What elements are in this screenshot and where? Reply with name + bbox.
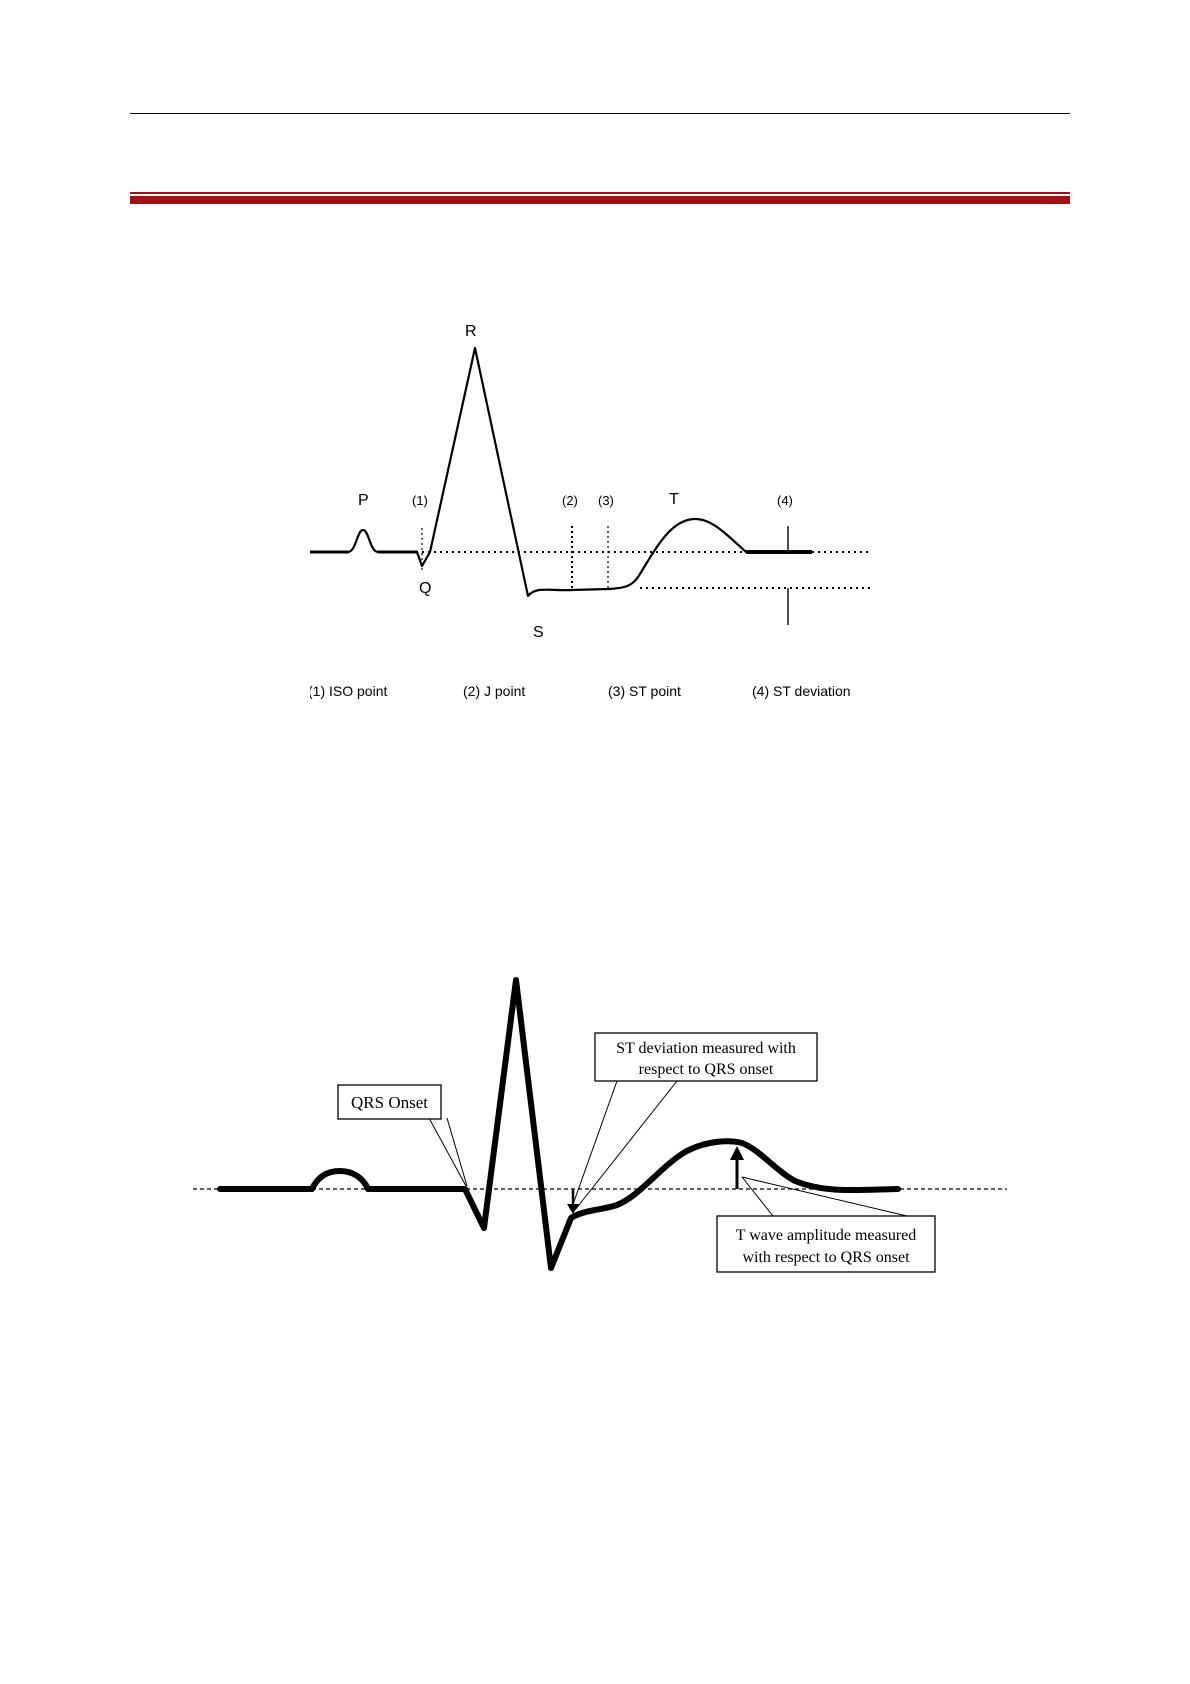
s-wave-label: S: [533, 624, 544, 641]
st-deviation-pointer: [571, 1081, 617, 1210]
ecg-st-points-figure: [310, 318, 880, 708]
qrs-onset-callout: QRS Onset: [351, 1093, 428, 1112]
section-divider: [130, 192, 1070, 204]
t-amplitude-callout-line1: T wave amplitude measured: [735, 1227, 917, 1244]
legend-j-point: (2) J point: [463, 683, 526, 699]
legend-st-deviation: (4) ST deviation: [752, 683, 851, 699]
st-t-measurement-figure: [185, 970, 1015, 1300]
marker-label-1: (1): [412, 493, 428, 508]
header-rule: [130, 113, 1070, 114]
st-deviation-callout-line2: respect to QRS onset: [638, 1061, 774, 1078]
t-wave-label: T: [669, 491, 679, 508]
p-wave-label: P: [358, 492, 369, 509]
legend-iso-point: (1) ISO point: [310, 683, 388, 699]
r-wave-label: R: [465, 323, 477, 340]
qrs-onset-pointer: [429, 1118, 466, 1186]
q-wave-label: Q: [419, 580, 432, 597]
t-amplitude-callout-line2: with respect to QRS onset: [742, 1249, 910, 1266]
legend-st-point: (3) ST point: [608, 683, 681, 699]
marker-label-2: (2): [562, 493, 578, 508]
marker-label-3: (3): [598, 493, 614, 508]
st-deviation-callout-line1: ST deviation measured with: [616, 1040, 796, 1057]
marker-label-4: (4): [777, 493, 793, 508]
ecg-waveform: [310, 348, 772, 596]
